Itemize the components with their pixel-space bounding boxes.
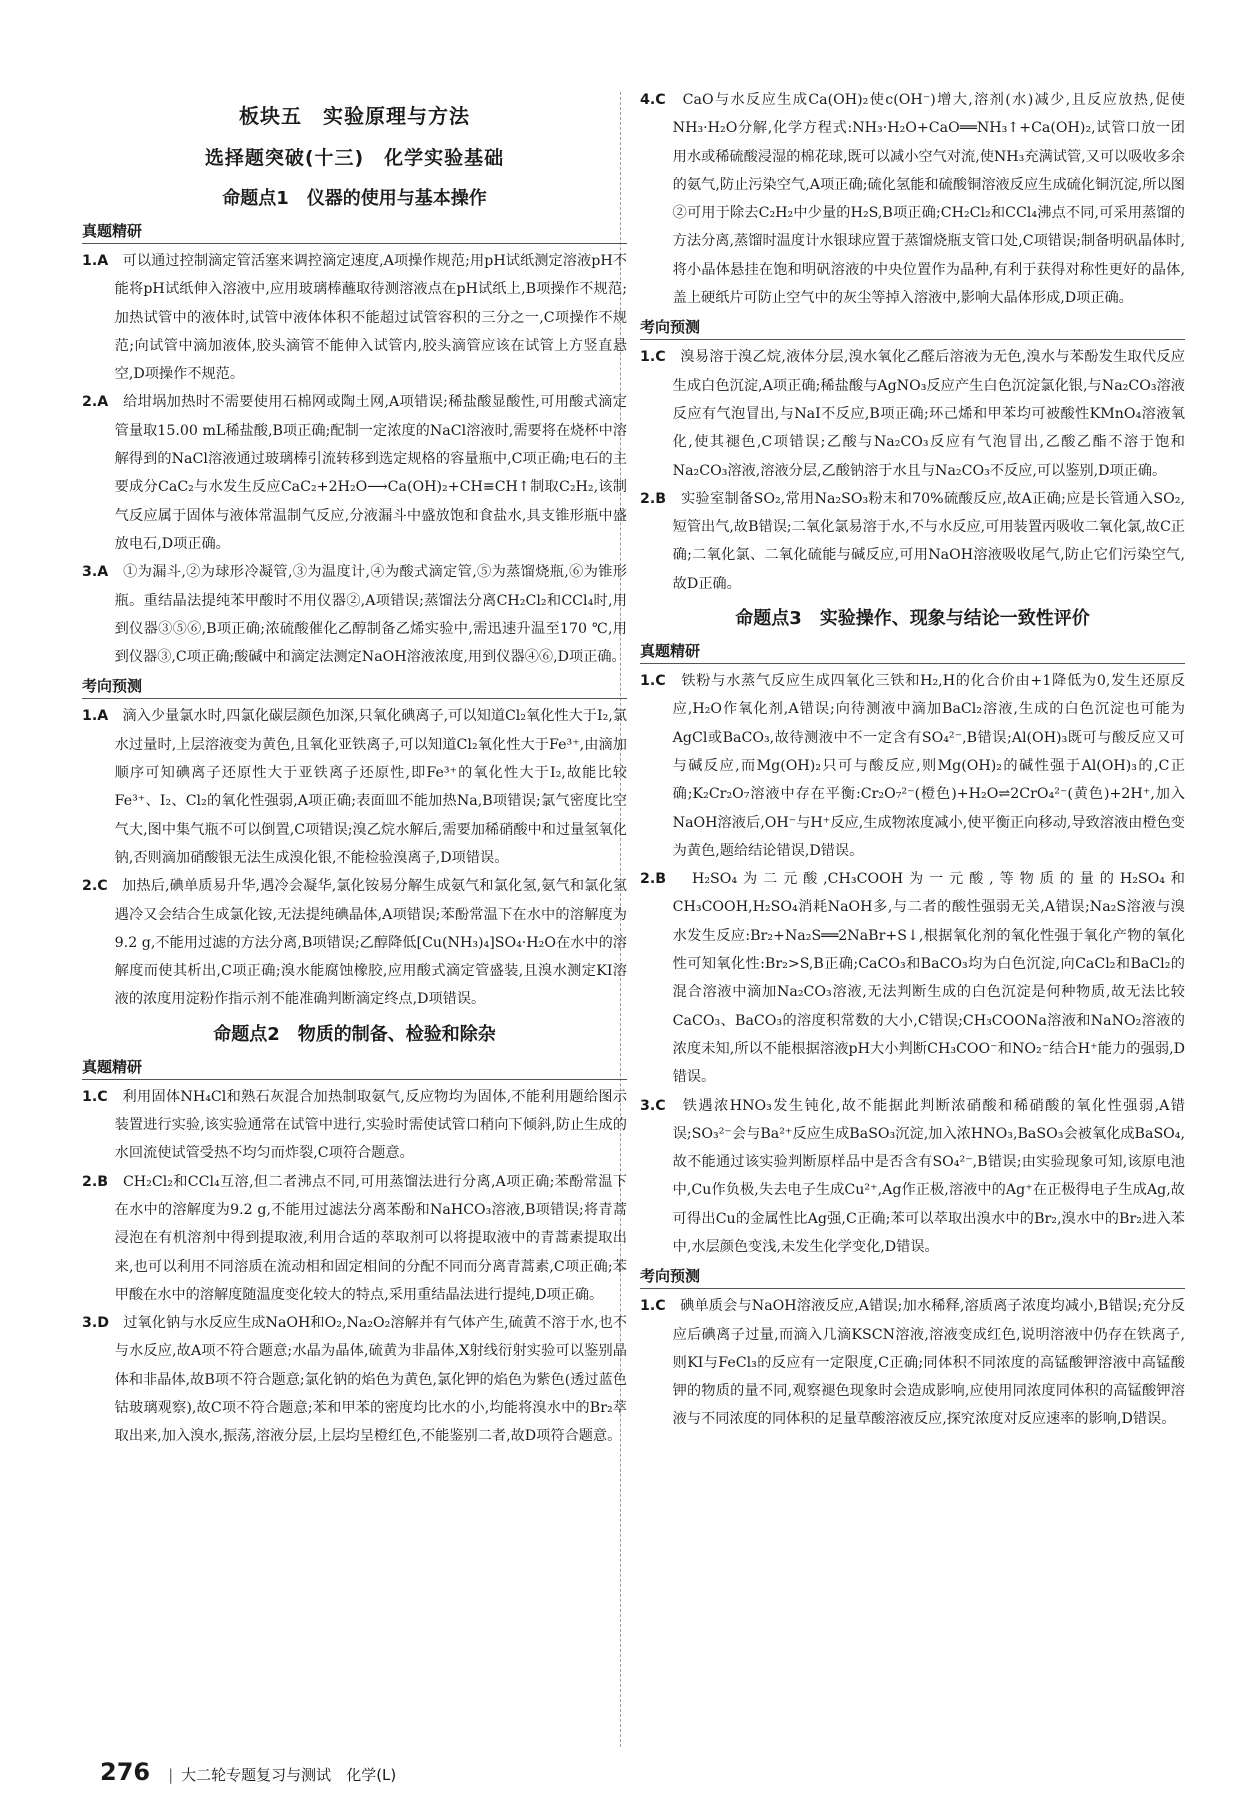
answer-item xyxy=(82,1083,627,1168)
answer-item xyxy=(640,86,1185,312)
answer-text: 实验室制备SO₂,常用Na₂SO₃粉末和70%硫酸反应,故A正确;应是长管通入SO₂,短管出气,故B错误;二氧化氯易溶于水,不与水反应,可用装置丙吸收二氧化氯,故C正确;二氧化氯、二氧化硫能与碱反应,可用NaOH溶液吸收尾气,防止它们污染空气,故D正确。 xyxy=(672,490,1185,592)
answer-item xyxy=(82,558,627,671)
answer-item xyxy=(82,702,627,872)
subject-label: 化学(L) xyxy=(346,1766,397,1784)
book-title: 大二轮专题复习与测试 xyxy=(181,1766,332,1784)
answer-item xyxy=(82,247,627,388)
answer-item xyxy=(640,1092,1185,1262)
page-footer xyxy=(100,1758,396,1786)
answer-number: 3.D xyxy=(82,1315,110,1332)
kaoxiang-heading: 考向预测 xyxy=(640,1265,1185,1289)
answer-text: CaO与水反应生成Ca(OH)₂使c(OH⁻)增大,溶剂(水)减少,且反应放热,促使NH₃·H₂O分解,化学方程式:NH₃·H₂O+CaO══NH₃↑+Ca(OH)₂,试管口放一团用水或稀硫酸浸湿的棉花球,既可以减小空气对流,使NH₃充满试管,又可以吸收多余的氨气,防止污染空气,A项正确;硫化氢能和硫酸铜溶液反应生成硫化铜沉淀,所以图②可用于除去C₂H₂中少量的H₂S,B项正确;CH₂Cl₂和CCl₄沸点不同,可采用蒸馏的方法分离,蒸馏时温度计水银球应置于蒸馏烧瓶支管口处,C项错误;制备明矾晶体时,将小晶体悬挂在饱和明矾溶液的中央位置作为晶种,有利于获得对称性更好的晶体,盖上硬纸片可防止空气中的灰尘等掉入溶液中,影响大晶体形成,D项正确。 xyxy=(672,92,1185,307)
answer-text: ①为漏斗,②为球形冷凝管,③为温度计,④为酸式滴定管,⑤为蒸馏烧瓶,⑥为锥形瓶。重结晶法提纯苯甲酸时不用仪器②,A项错误;蒸馏法分离CH₂Cl₂和CCl₄时,用到仪器③⑤⑥,B项正确;浓硫酸催化乙醇制备乙烯实验中,需迅速升温至170 ℃,用到仪器③,C项正确;酸碱中和滴定法测定NaOH溶液浓度,用到仪器④⑥,D项正确。 xyxy=(114,564,627,666)
page-number: 276 xyxy=(100,1758,151,1786)
answer-text: 可以通过控制滴定管活塞来调控滴定速度,A项操作规范;用pH试纸测定溶液pH不能将pH试纸伸入溶液中,应用玻璃棒蘸取待测溶液点在pH试纸上,B项操作不规范;加热试管中的液体时,试管中液体体积不能超过试管容积的三分之一,C项操作不规范;向试管中滴加液体,胶头滴管不能伸入试管内,胶头滴管应该在试管上方竖直悬空,D项操作不规范。 xyxy=(114,253,627,383)
zhenti-heading: 真题精研 xyxy=(640,640,1185,664)
answer-text: CH₂Cl₂和CCl₄互溶,但二者沸点不同,可用蒸馏法进行分离,A项正确;苯酚常温下在水中的溶解度为9.2 g,不能用过滤法分离苯酚和NaHCO₃溶液,B项错误;将青蒿浸泡在有机溶剂中得到提取液,利用合适的萃取剂可以将提取液中的青蒿素提取出来,也可以利用不同溶质在流动相和固定相间的分配不同而分离青蒿素,C项正确;苯甲酸在水中的溶解度随温度变化较大的特点,采用重结晶法进行提纯,D项正确。 xyxy=(114,1173,627,1303)
kaoxiang-heading: 考向预测 xyxy=(82,675,627,699)
answer-number: 1.A xyxy=(82,253,109,269)
answer-item xyxy=(82,1168,627,1309)
answer-number: 4.C xyxy=(640,92,666,108)
block-title: 板块五 实验原理与方法 xyxy=(239,104,470,128)
right-column xyxy=(640,86,1185,1434)
answer-text: 铁粉与水蒸气反应生成四氧化三铁和H₂,H的化合价由+1降低为0,发生还原反应,H₂O作氧化剂,A错误;向待测液中滴加BaCl₂溶液,生成的白色沉淀也可能为AgCl或BaCO₃,故待测液中不一定含有SO₄²⁻,B错误;Al(OH)₃既可与酸反应又可与碱反应,而Mg(OH)₂只可与酸反应,则Mg(OH)₂的碱性强于Al(OH)₃的,C正确;K₂Cr₂O₇溶液中存在平衡:Cr₂O₇²⁻(橙色)+H₂O⇌2CrO₄²⁻(黄色)+2H⁺,加入NaOH溶液后,OH⁻与H⁺反应,生成物浓度减小,使平衡正向移动,导致溶液由橙色变为黄色,题给结论错误,D错误。 xyxy=(672,673,1185,859)
p2-zhenti-continued xyxy=(640,86,1185,312)
answer-number: 1.C xyxy=(82,1088,108,1105)
point2-title: 命题点2 物质的制备、检验和除杂 xyxy=(213,1023,496,1045)
answer-item xyxy=(640,865,1185,1091)
answer-text: 滴入少量氯水时,四氯化碳层颜色加深,只氧化碘离子,可以知道Cl₂氧化性大于I₂,氯水过量时,上层溶液变为黄色,且氧化亚铁离子,可以知道Cl₂氧化性大于Fe³⁺,由滴加顺序可知碘离子还原性大于亚铁离子还原性,即Fe³⁺的氧化性大于I₂,故能比较Fe³⁺、I₂、Cl₂的氧化性强弱,A项正确;表面皿不能加热Na,B项错误;氯气密度比空气大,图中集气瓶不可以倒置,C项错误;溴乙烷水解后,需要加稀硝酸中和过量氢氧化钠,否则滴加硝酸银无法生成溴化银,不能检验溴离子,D项错误。 xyxy=(114,708,627,866)
answer-text: 铁遇浓HNO₃发生钝化,故不能据此判断浓硝酸和稀硝酸的氧化性强弱,A错误;SO₃²⁻会与Ba²⁺反应生成BaSO₃沉淀,加入浓HNO₃,BaSO₃会被氧化成BaSO₄,故不能通过该实验判断原样品中是否含有SO₄²⁻,B错误;由实验现象可知,该原电池中,Cu作负极,失去电子生成Cu²⁺,Ag作正极,溶液中的Ag⁺在正极得电子生成Ag,故可得出Cu的金属性比Ag强,C正确;苯可以萃取出溴水中的Br₂,溴水中的Br₂进入苯中,水层颜色变浅,未发生化学变化,D错误。 xyxy=(672,1097,1185,1255)
answer-item xyxy=(640,485,1185,598)
answer-number: 1.C xyxy=(640,1298,666,1315)
answer-text: 给坩埚加热时不需要使用石棉网或陶土网,A项错误;稀盐酸显酸性,可用酸式滴定管量取15.00 mL稀盐酸,B项正确;配制一定浓度的NaCl溶液时,需要将在烧杯中溶解得到的NaCl溶液通过玻璃棒引流转移到选定规格的容量瓶中,C项正确;电石的主要成分CaC₂与水发生反应CaC₂+2H₂O⟶Ca(OH)₂+CH≡CH↑制取C₂H₂,该制气反应属于固体与液体常温制气反应,分液漏斗中盛放饱和食盐水,具支锥形瓶中盛放电石,D项正确。 xyxy=(114,394,627,552)
answer-number: 2.B xyxy=(640,490,667,507)
answer-number: 1.C xyxy=(640,673,666,690)
zhenti-heading: 真题精研 xyxy=(82,1056,627,1080)
answer-item xyxy=(82,388,627,558)
answer-number: 3.C xyxy=(640,1097,666,1114)
p1-zhenti-list xyxy=(82,247,627,671)
p1-kaoxiang-list xyxy=(82,702,627,1013)
p2-kaoxiang-list xyxy=(640,343,1185,598)
answer-text: 加热后,碘单质易升华,遇冷会凝华,氯化铵易分解生成氨气和氯化氢,氨气和氯化氢遇冷又会结合生成氯化铵,无法提纯碘晶体,A项错误;苯酚常温下在水中的溶解度为9.2 g,不能用过滤的方法分离,B项错误;乙醇降低[Cu(NH₃)₄]SO₄·H₂O在水中的溶解度而使其析出,C项正确;溴水能腐蚀橡胶,应用酸式滴定管盛装,且溴水测定KI溶液的浓度用淀粉作指示剂不能准确判断滴定终点,D项错误。 xyxy=(114,878,627,1008)
answer-item xyxy=(640,343,1185,484)
answer-item xyxy=(82,1309,627,1450)
left-column xyxy=(82,86,627,1451)
answer-item xyxy=(82,872,627,1013)
point1-title: 命题点1 仪器的使用与基本操作 xyxy=(222,188,487,209)
p2-zhenti-list xyxy=(82,1083,627,1451)
zhenti-heading: 真题精研 xyxy=(82,220,627,244)
p3-kaoxiang-list xyxy=(640,1292,1185,1433)
answer-text: 溴易溶于溴乙烷,液体分层,溴水氧化乙醛后溶液为无色,溴水与苯酚发生取代反应生成白色沉淀,A项正确;稀盐酸与AgNO₃反应产生白色沉淀氯化银,与Na₂CO₃溶液反应有气泡冒出,与NaI不反应,B项正确;环己烯和甲苯均可被酸性KMnO₄溶液氧化,使其褪色,C项错误;乙酸与Na₂CO₃反应有气泡冒出,乙酸乙酯不溶于饱和Na₂CO₃溶液,溶液分层,乙酸钠溶于水且与Na₂CO₃不反应,可以鉴别,D项正确。 xyxy=(672,349,1185,479)
answer-number: 2.C xyxy=(82,878,108,895)
answer-number: 2.B xyxy=(640,871,667,888)
answer-number: 1.A xyxy=(82,708,109,725)
section-title: 选择题突破(十三) 化学实验基础 xyxy=(204,147,505,169)
answer-number: 1.C xyxy=(640,349,666,366)
answer-text: H₂SO₄为二元酸,CH₃COOH为一元酸,等物质的量的H₂SO₄和CH₃COOH,H₂SO₄消耗NaOH多,与二者的酸性强弱无关,A错误;Na₂S溶液与溴水发生反应:Br₂+Na₂S══2NaBr+S↓,根据氧化剂的氧化性强于氧化产物的氧化性可知氧化性:Br₂>S,B正确;CaCO₃和BaCO₃均为白色沉淀,向CaCl₂和BaCl₂的混合溶液中滴加Na₂CO₃溶液,无法判断生成的白色沉淀是何种物质,故无法比较CaCO₃、BaCO₃的溶度积常数的大小,C错误;CH₃COONa溶液和NaNO₂溶液的浓度未知,所以不能根据溶液pH大小判断CH₃COO⁻和NO₂⁻结合H⁺能力的强弱,D错误。 xyxy=(672,871,1185,1086)
answer-number: 3.A xyxy=(82,564,109,581)
answer-number: 2.A xyxy=(82,394,109,411)
answer-item xyxy=(640,1292,1185,1433)
answer-text: 碘单质会与NaOH溶液反应,A错误;加水稀释,溶质离子浓度均减小,B错误;充分反应后碘离子过量,而滴入几滴KSCN溶液,溶液变成红色,说明溶液中仍存在铁离子,则KI与FeCl₃的反应有一定限度,C正确;同体积不同浓度的高锰酸钾溶液中高锰酸钾的物质的量不同,观察褪色现象时会造成影响,应使用同浓度同体积的高锰酸钾溶液与不同浓度的同体积的足量草酸溶液反应,探究浓度对反应速率的影响,D错误。 xyxy=(672,1298,1185,1428)
point3-title: 命题点3 实验操作、现象与结论一致性评价 xyxy=(735,608,1090,630)
answer-item xyxy=(640,667,1185,865)
footer-divider: | xyxy=(168,1766,174,1784)
answer-number: 2.B xyxy=(82,1173,109,1190)
answer-text: 利用固体NH₄Cl和熟石灰混合加热制取氨气,反应物均为固体,不能利用题给图示装置进行实验,该实验通常在试管中进行,实验时需使试管口稍向下倾斜,防止生成的水回流使试管受热不均匀而炸裂,C项符合题意。 xyxy=(114,1088,627,1162)
answer-text: 过氧化钠与水反应生成NaOH和O₂,Na₂O₂溶解并有气体产生,硫黄不溶于水,也不与水反应,故A项不符合题意;水晶为晶体,硫黄为非晶体,X射线衍射实验可以鉴别晶体和非晶体,故B项不符合题意;氯化钠的焰色为黄色,氯化钾的焰色为紫色(透过蓝色钴玻璃观察),故C项不符合题意;苯和甲苯的密度均比水的小,均能将溴水中的Br₂萃取出来,加入溴水,振荡,溶液分层,上层均呈橙红色,不能鉴别二者,故D项符合题意。 xyxy=(114,1315,627,1445)
p3-zhenti-list xyxy=(640,667,1185,1261)
kaoxiang-heading: 考向预测 xyxy=(640,316,1185,340)
